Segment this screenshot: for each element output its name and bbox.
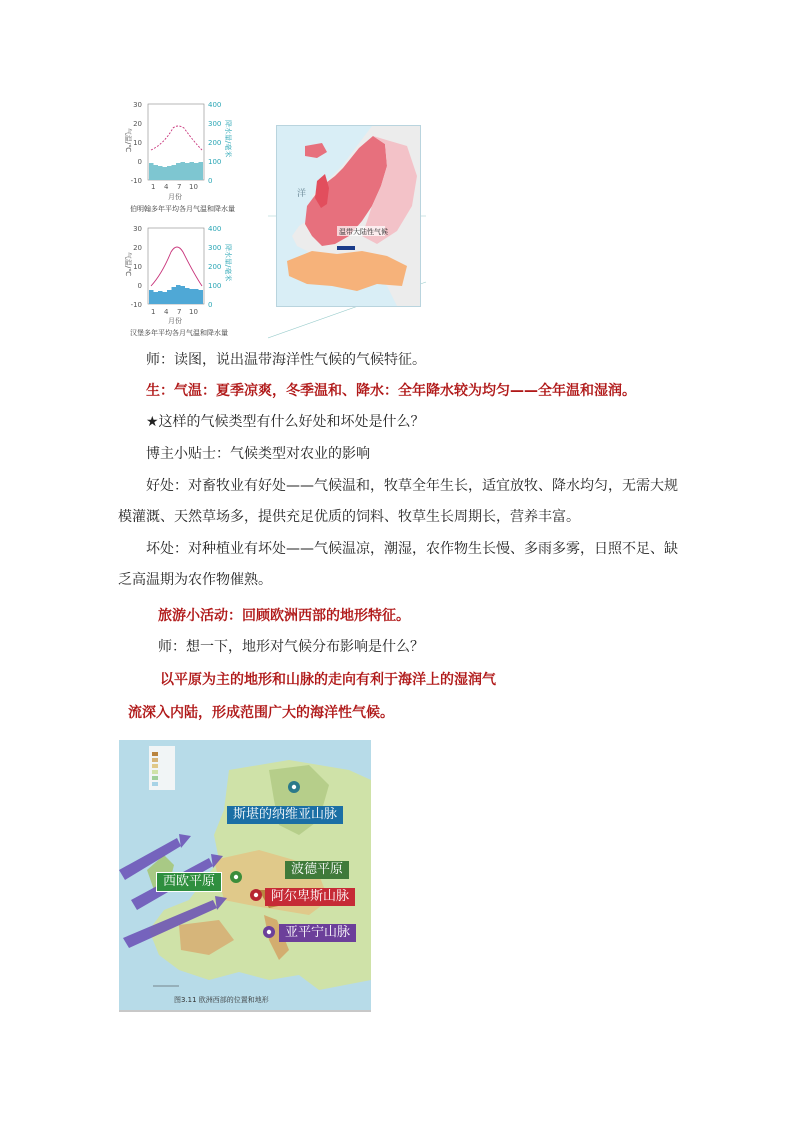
precip-tick: 0 bbox=[208, 301, 213, 309]
label-scandinavian: 斯堪的纳维亚山脉 bbox=[227, 806, 343, 824]
month-tick: 7 bbox=[177, 308, 182, 316]
cons-line-2: 乏高温期为农作物催熟。 bbox=[118, 572, 272, 588]
month-tick: 1 bbox=[151, 183, 156, 191]
activity-title: 旅游小活动：回顾欧洲西部的地形特征。 bbox=[158, 608, 410, 624]
temp-axis-label: 气温/℃ bbox=[124, 252, 132, 277]
month-tick: 10 bbox=[189, 183, 198, 191]
precip-tick: 100 bbox=[208, 282, 222, 290]
temp-tick: 10 bbox=[133, 263, 142, 271]
europe-climate-map bbox=[276, 125, 421, 307]
teacher-question-1: 师：读图，说出温带海洋性气候的气候特征。 bbox=[146, 352, 426, 368]
temp-tick: 30 bbox=[133, 225, 142, 233]
climate-chart-bergen bbox=[118, 98, 278, 216]
answer-line-1: 以平原为主的地形和山脉的走向有利于海洋上的湿润气 bbox=[160, 672, 496, 688]
sea-label: 洋 bbox=[297, 189, 307, 199]
chart-caption: 伯明翰多年平均各月气温和降水量 bbox=[130, 205, 235, 213]
chart-bergen-svg bbox=[118, 98, 278, 216]
climate-chart-hamburg bbox=[118, 220, 278, 340]
precip-axis-label: 降水量/毫米 bbox=[224, 244, 232, 282]
pros-line-1: 好处：对畜牧业有好处——气候温和，牧草全年生长，适宜放牧、降水均匀，无需大规 bbox=[146, 478, 678, 494]
precip-tick: 200 bbox=[208, 263, 222, 271]
label-west-europe: 西欧平原 bbox=[156, 872, 222, 892]
pin-alps bbox=[250, 889, 262, 901]
europe-climate-map-svg bbox=[277, 126, 420, 306]
precip-tick: 100 bbox=[208, 158, 222, 166]
precip-tick: 300 bbox=[208, 120, 222, 128]
precip-tick: 0 bbox=[208, 177, 213, 185]
answer-line-2: 流深入内陆，形成范围广大的海洋性气候。 bbox=[128, 705, 394, 721]
label-polish: 波德平原 bbox=[285, 861, 349, 879]
month-tick: 4 bbox=[164, 308, 169, 316]
map-caption: 图3.11 欧洲西部的位置和地形 bbox=[174, 996, 269, 1004]
pin-apennine bbox=[263, 926, 275, 938]
month-tick: 7 bbox=[177, 183, 182, 191]
climate-label: 温带大陆性气候 bbox=[339, 228, 388, 236]
precip-tick: 200 bbox=[208, 139, 222, 147]
month-tick: 1 bbox=[151, 308, 156, 316]
question-pros-cons: ★这样的气候类型有什么好处和坏处是什么？ bbox=[146, 414, 425, 430]
precip-axis-label: 降水量/毫米 bbox=[224, 120, 232, 158]
pin-scandinavian bbox=[288, 781, 300, 793]
temp-tick: 10 bbox=[133, 139, 142, 147]
europe-terrain-map bbox=[119, 740, 371, 1012]
precip-tick: 400 bbox=[208, 225, 222, 233]
temp-tick: 20 bbox=[133, 244, 142, 252]
pin-west-europe bbox=[230, 871, 242, 883]
tip-title: 博主小贴士：气候类型对农业的影响 bbox=[146, 446, 370, 462]
precip-tick: 400 bbox=[208, 101, 222, 109]
month-label: 月份 bbox=[168, 193, 182, 201]
label-alps: 阿尔卑斯山脉 bbox=[265, 888, 355, 906]
precip-tick: 300 bbox=[208, 244, 222, 252]
month-label: 月份 bbox=[168, 317, 182, 325]
pros-line-2: 模灌溉、天然草场多，提供充足优质的饲料、牧草生长周期长，营养丰富。 bbox=[118, 509, 580, 525]
chart-hamburg-svg bbox=[118, 220, 278, 340]
month-tick: 10 bbox=[189, 308, 198, 316]
chart-caption: 汉堡多年平均各月气温和降水量 bbox=[130, 329, 228, 337]
cons-line-1: 坏处：对种植业有坏处——气候温凉，潮湿，农作物生长慢、多雨多雾，日照不足、缺 bbox=[146, 541, 678, 557]
temp-tick: -10 bbox=[130, 177, 142, 185]
temp-tick: 0 bbox=[137, 282, 142, 290]
student-answer-1: 生：气温：夏季凉爽，冬季温和、降水：全年降水较为均匀——全年温和湿润。 bbox=[146, 383, 636, 399]
label-apennine: 亚平宁山脉 bbox=[279, 924, 356, 942]
teacher-question-2: 师：想一下，地形对气候分布影响是什么？ bbox=[158, 639, 424, 655]
month-tick: 4 bbox=[164, 183, 169, 191]
temp-tick: 30 bbox=[133, 101, 142, 109]
temp-tick: -10 bbox=[130, 301, 142, 309]
temp-tick: 20 bbox=[133, 120, 142, 128]
temp-axis-label: 气温/℃ bbox=[124, 128, 132, 153]
temp-tick: 0 bbox=[137, 158, 142, 166]
